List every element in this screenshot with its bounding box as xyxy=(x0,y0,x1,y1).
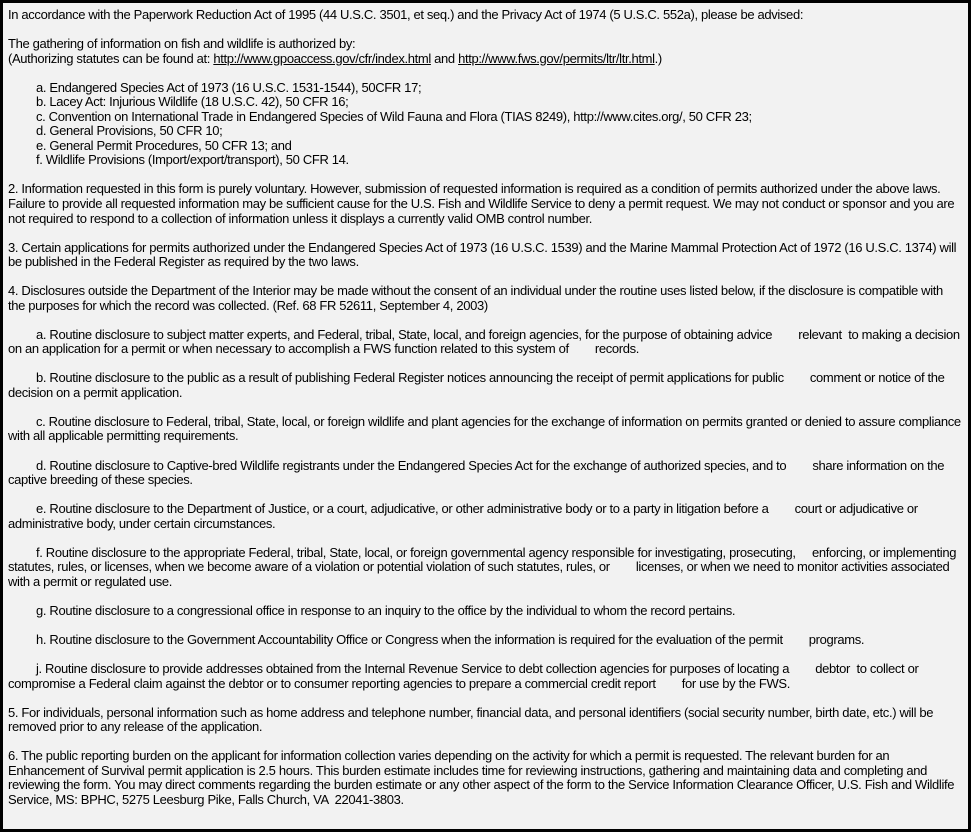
statute-item-a: a. Endangered Species Act of 1973 (16 U.S.C. 1531-1544), 50CFR 17; xyxy=(36,79,422,95)
routine-disclosure-j: j. Routine disclosure to provide addresses obtained from the Internal Revenue Service to debt collection agencies for purposes of locating a debtor to collect or compromise a Federal claim against the debtor or to consumer reporting agencies to prepare a commercial credit report for use by the FWS. xyxy=(8,660,922,691)
authorization-line: The gathering of information on fish and wildlife is authorized by: xyxy=(8,36,356,52)
statute-item-e: e. General Permit Procedures, 50 CFR 13; and xyxy=(36,137,292,153)
statute-item-f: f. Wildlife Provisions (Import/export/transport), 50 CFR 14. xyxy=(36,152,349,168)
statute-item-b: b. Lacey Act: Injurious Wildlife (18 U.S.C. 42), 50 CFR 16; xyxy=(36,94,349,110)
statutes-and: and xyxy=(430,50,459,66)
fws-permits-link[interactable]: http://www.fws.gov/permits/ltr/ltr.html xyxy=(458,50,655,66)
statutes-suffix: .) xyxy=(654,50,662,66)
routine-disclosure-b: b. Routine disclosure to the public as a result of publishing Federal Register notices announcing the receipt of permit applications for public comment or notice of the decision on a permit application. xyxy=(8,370,948,400)
paragraph-2: 2. Information requested in this form is purely voluntary. However, submission of requested information is required as a condition of permits authorized under the above laws. Failure to provide all requested information may be sufficient cause for the U.S. Fish and Wildlife Service to deny a permit request. We may not conduct or sponsor and you are not required to respond to a collection of information unless it displays a currently valid OMB control number. xyxy=(8,181,958,226)
paragraph-6: 6. The public reporting burden on the applicant for information collection varies depending on the activity for which a permit is requested. The relevant burden for an Enhancement of Survival permit application is 2.5 hours. This burden estimate includes time for reviewing instructions, gathering and maintaining data and completing and reviewing the form. You may direct comments regarding the burden estimate or any other aspect of the form to the Service Information Clearance Officer, U.S. Fish and Wildlife Service, MS: BPHC, 5275 Leesburg Pike, Falls Church, VA 22041-3803. xyxy=(8,748,958,807)
routine-disclosure-d: d. Routine disclosure to Captive-bred Wildlife registrants under the Endangered Species Act for the exchange of authorized species, and to share information on the captive breeding of these species. xyxy=(8,457,948,488)
paragraph-5: 5. For individuals, personal information such as home address and telephone number, financial data, and personal identifiers (social security number, birth date, etc.) will be removed prior to any release of the application. xyxy=(8,704,937,735)
authorization-paragraph xyxy=(8,37,962,66)
intro-paragraph: In accordance with the Paperwork Reduction Act of 1995 (44 U.S.C. 3501, et seq.) and the Privacy Act of 1974 (5 U.S.C. 552a), please be advised: xyxy=(8,7,804,22)
statute-list xyxy=(8,81,962,168)
statute-item-c: c. Convention on International Trade in Endangered Species of Wild Fauna and Flora (TIAS 8249), http://www.cites.org/, 50 CFR 23; xyxy=(36,108,752,124)
routine-disclosure-f: f. Routine disclosure to the appropriate Federal, tribal, State, local, or foreign governmental agency responsible for investigating, prosecuting, enforcing, or implementing statutes, rules, or licenses, when we become aware of a violation or potential violation of such statutes, rules, or licenses, or when we need to monitor activities associated with a permit or regulated use. xyxy=(8,544,960,589)
routine-disclosure-c: c. Routine disclosure to Federal, tribal, State, local, or foreign wildlife and plant agencies for the exchange of information on permits granted or denied to assure compliance with all applicable permitting requirements. xyxy=(8,413,965,444)
paragraph-3: 3. Certain applications for permits authorized under the Endangered Species Act of 1973 (16 U.S.C. 1539) and the Marine Mammal Protection Act of 1972 (16 U.S.C. 1374) will be published in the Federal Register as required by the two laws. xyxy=(8,239,960,270)
routine-disclosure-a: a. Routine disclosure to subject matter experts, and Federal, tribal, State, local, and foreign agencies, for the purpose of obtaining advice relevant to making a decision on an application for a permit or when necessary to accomplish a FWS function related to this system of records. xyxy=(8,326,964,357)
routine-disclosure-h: h. Routine disclosure to the Government Accountability Office or Congress when the information is required for the evaluation of the permit programs. xyxy=(36,631,865,647)
routine-disclosure-g: g. Routine disclosure to a congressional office in response to an inquiry to the office by the individual to whom the record pertains. xyxy=(36,602,736,618)
paragraph-4: 4. Disclosures outside the Department of the Interior may be made without the consent of an individual under the routine uses listed below, if the disclosure is compatible with the purposes for which the record was collected. (Ref. 68 FR 52611, September 4, 2003) xyxy=(8,283,947,313)
statutes-prefix: (Authorizing statutes can be found at: xyxy=(8,50,214,66)
statute-item-d: d. General Provisions, 50 CFR 10; xyxy=(36,123,223,139)
gpoaccess-link[interactable]: http://www.gpoaccess.gov/cfr/index.html xyxy=(213,50,431,66)
routine-disclosure-e: e. Routine disclosure to the Department of Justice, or a court, adjudicative, or other administrative body or to a party in litigation before a court or adjudicative or administrative body, under certain circumstances. xyxy=(8,501,921,531)
